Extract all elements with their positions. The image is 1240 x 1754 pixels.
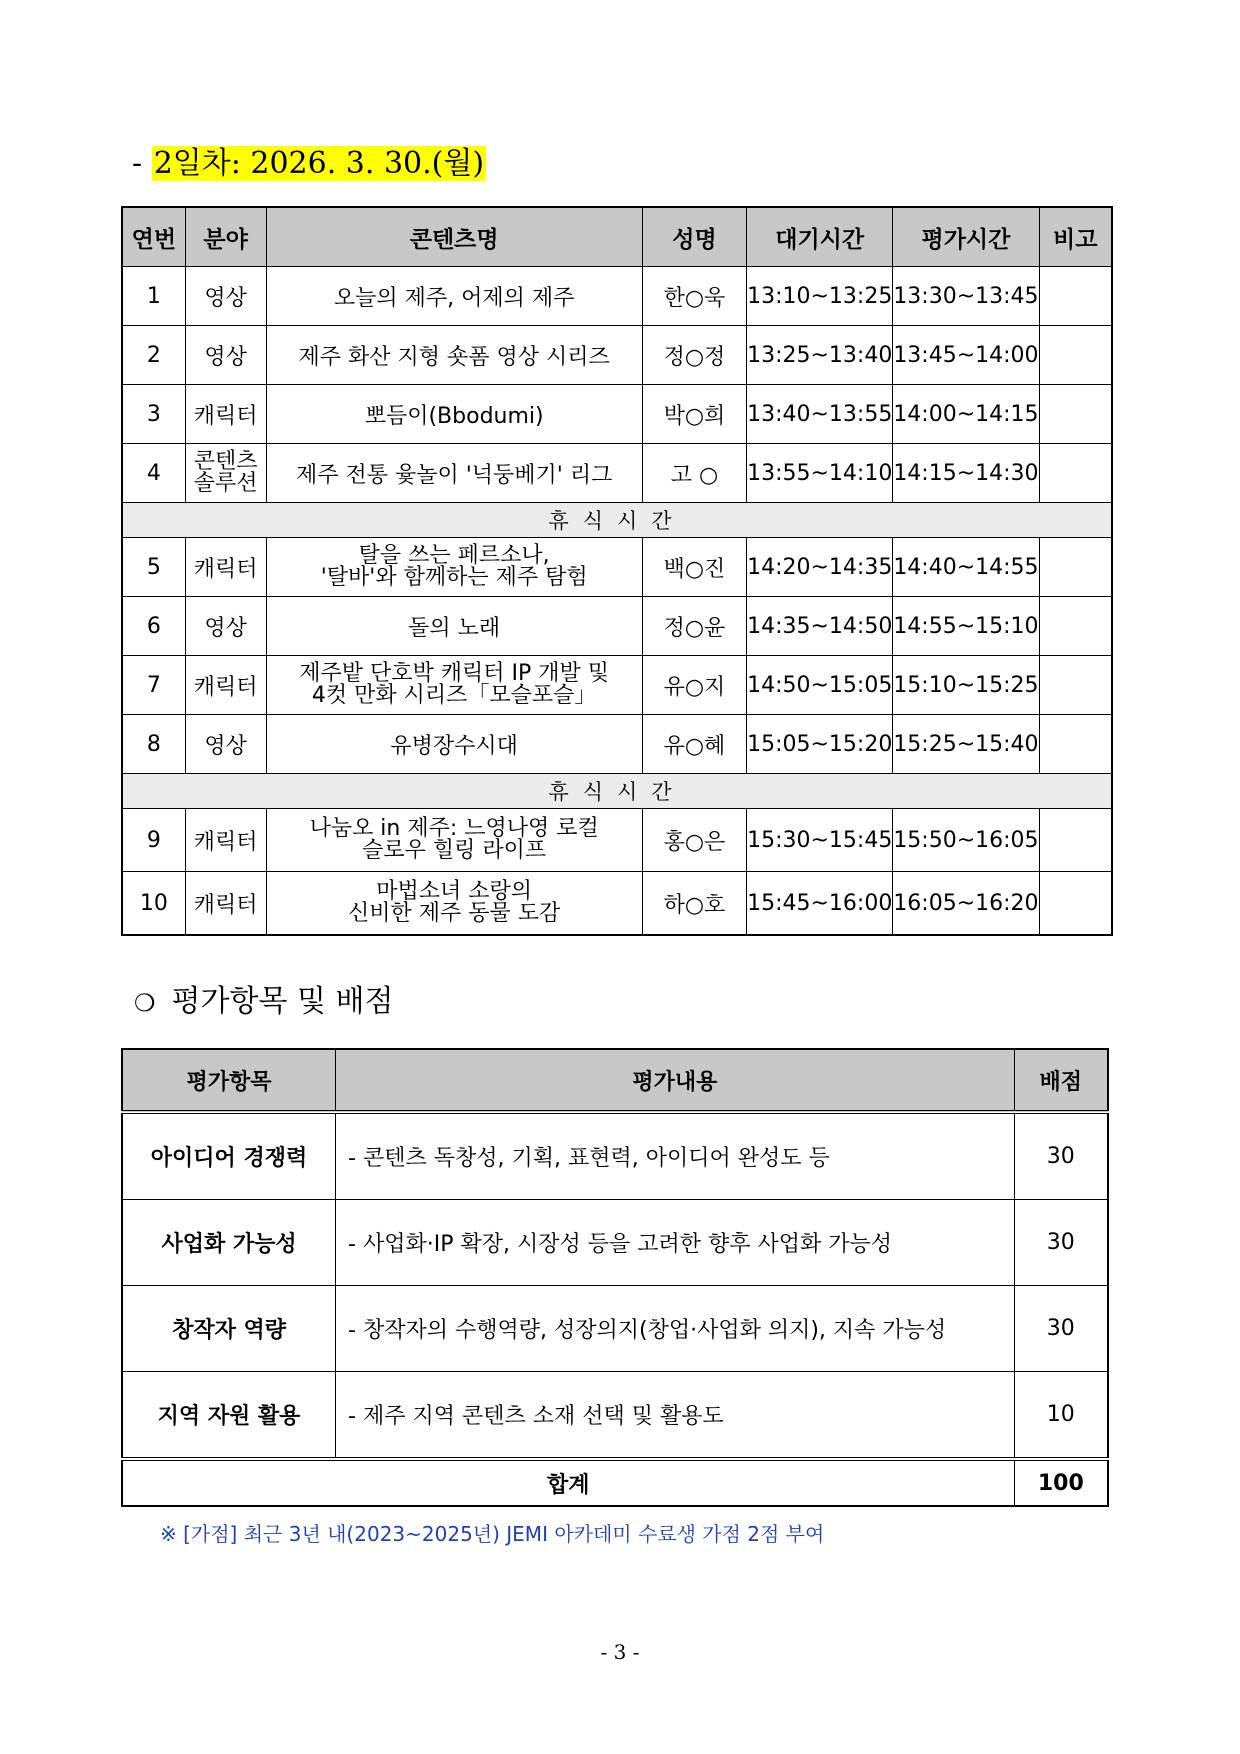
cell-wait: 15:05~15:20 [747, 715, 893, 774]
cell-eval: 13:30~13:45 [893, 267, 1039, 326]
cell-name: 박○희 [642, 385, 746, 444]
cell-no: 3 [122, 385, 185, 444]
heading-dash: - [132, 146, 152, 181]
break-label: 휴식시간 [122, 503, 1112, 538]
cell-content: - 창작자의 수행역량, 성장의지(창업·사업화 의지), 지속 가능성 [336, 1286, 1015, 1372]
eval-heading-text: 평가항목 및 배점 [171, 984, 394, 1019]
cell-score: 30 [1014, 1112, 1108, 1200]
cell-note [1039, 809, 1112, 872]
cell-title: 제주 화산 지형 숏폼 영상 시리즈 [266, 326, 642, 385]
eval-table [121, 1048, 1109, 1507]
cell-eval: 15:25~15:40 [893, 715, 1039, 774]
cell-wait: 15:45~16:00 [747, 872, 893, 936]
cell-title: 오늘의 제주, 어제의 제주 [266, 267, 642, 326]
cell-title: 나눔오 in 제주: 느영나영 로컬 슬로우 힐링 라이프 [266, 809, 642, 872]
table-row [122, 809, 1112, 872]
circle-bullet-icon: ❍ [134, 989, 156, 1017]
page-number: - 3 - [600, 1640, 640, 1664]
cell-score: 30 [1014, 1286, 1108, 1372]
cell-wait: 14:35~14:50 [747, 597, 893, 656]
cell-eval: 15:50~16:05 [893, 809, 1039, 872]
cell-name: 홍○은 [642, 809, 746, 872]
table-row [122, 1112, 1108, 1200]
cell-item: 창작자 역량 [122, 1286, 336, 1372]
cell-field: 캐릭터 [185, 385, 266, 444]
table-row [122, 597, 1112, 656]
cell-name: 백○진 [642, 538, 746, 597]
table-row [122, 1286, 1108, 1372]
cell-title: 돌의 노래 [266, 597, 642, 656]
cell-note [1039, 326, 1112, 385]
total-label: 합계 [122, 1459, 1014, 1506]
cell-note [1039, 538, 1112, 597]
cell-wait: 15:30~15:45 [747, 809, 893, 872]
cell-name: 유○혜 [642, 715, 746, 774]
cell-no: 1 [122, 267, 185, 326]
cell-title: 제주 전통 윷놀이 '넉둥베기' 리그 [266, 444, 642, 503]
cell-name: 유○지 [642, 656, 746, 715]
cell-note [1039, 872, 1112, 936]
cell-eval: 15:10~15:25 [893, 656, 1039, 715]
cell-item: 아이디어 경쟁력 [122, 1112, 336, 1200]
header-wait: 대기시간 [747, 207, 893, 267]
bonus-note: ※ [가점] 최근 3년 내(2023~2025년) JEMI 아카데미 수료생 가점 2점 부여 [160, 1522, 825, 1546]
cell-title: 마법소녀 소랑의 신비한 제주 동물 도감 [266, 872, 642, 936]
break-row [122, 774, 1112, 809]
cell-no: 5 [122, 538, 185, 597]
header-no: 연번 [122, 207, 185, 267]
table-row [122, 872, 1112, 936]
cell-note [1039, 444, 1112, 503]
cell-no: 6 [122, 597, 185, 656]
cell-name: 정○윤 [642, 597, 746, 656]
header-score: 배점 [1014, 1049, 1108, 1112]
table-row [122, 385, 1112, 444]
cell-field: 캐릭터 [185, 656, 266, 715]
cell-wait: 14:20~14:35 [747, 538, 893, 597]
total-row [122, 1459, 1108, 1506]
table-row [122, 715, 1112, 774]
cell-wait: 13:25~13:40 [747, 326, 893, 385]
cell-field: 영상 [185, 715, 266, 774]
cell-wait: 14:50~15:05 [747, 656, 893, 715]
cell-item: 사업화 가능성 [122, 1200, 336, 1286]
cell-item: 지역 자원 활용 [122, 1372, 336, 1460]
cell-eval: 14:40~14:55 [893, 538, 1039, 597]
header-field: 분야 [185, 207, 266, 267]
cell-no: 7 [122, 656, 185, 715]
cell-field: 캐릭터 [185, 809, 266, 872]
header-note: 비고 [1039, 207, 1112, 267]
day-heading [132, 146, 486, 182]
eval-heading [134, 984, 393, 1021]
cell-eval: 13:45~14:00 [893, 326, 1039, 385]
table-row [122, 267, 1112, 326]
cell-name: 고 ○ [642, 444, 746, 503]
cell-field: 영상 [185, 597, 266, 656]
cell-eval: 14:55~15:10 [893, 597, 1039, 656]
cell-no: 10 [122, 872, 185, 936]
cell-field: 캐릭터 [185, 538, 266, 597]
header-eval: 평가시간 [893, 207, 1039, 267]
cell-note [1039, 597, 1112, 656]
cell-field: 콘텐츠 솔루션 [185, 444, 266, 503]
header-title: 콘텐츠명 [266, 207, 642, 267]
cell-no: 8 [122, 715, 185, 774]
cell-wait: 13:40~13:55 [747, 385, 893, 444]
cell-title: 제주밭 단호박 캐릭터 IP 개발 및 4컷 만화 시리즈「모슬포슬」 [266, 656, 642, 715]
cell-title: 뽀듬이(Bbodumi) [266, 385, 642, 444]
break-label: 휴식시간 [122, 774, 1112, 809]
day-heading-highlight: 2일차: 2026. 3. 30.(월) [153, 146, 485, 181]
cell-score: 30 [1014, 1200, 1108, 1286]
eval-header-row [122, 1049, 1108, 1112]
header-content: 평가내용 [336, 1049, 1015, 1112]
cell-name: 하○호 [642, 872, 746, 936]
header-name: 성명 [642, 207, 746, 267]
table-row [122, 1200, 1108, 1286]
cell-content: - 콘텐츠 독창성, 기획, 표현력, 아이디어 완성도 등 [336, 1112, 1015, 1200]
cell-field: 영상 [185, 326, 266, 385]
cell-score: 10 [1014, 1372, 1108, 1460]
total-score: 100 [1014, 1459, 1108, 1506]
break-row [122, 503, 1112, 538]
cell-content: - 사업화·IP 확장, 시장성 등을 고려한 향후 사업화 가능성 [336, 1200, 1015, 1286]
cell-no: 2 [122, 326, 185, 385]
cell-name: 한○욱 [642, 267, 746, 326]
cell-field: 캐릭터 [185, 872, 266, 936]
schedule-header-row [122, 207, 1112, 267]
cell-name: 정○정 [642, 326, 746, 385]
cell-note [1039, 267, 1112, 326]
cell-note [1039, 385, 1112, 444]
cell-eval: 14:00~14:15 [893, 385, 1039, 444]
header-item: 평가항목 [122, 1049, 336, 1112]
cell-content: - 제주 지역 콘텐츠 소재 선택 및 활용도 [336, 1372, 1015, 1460]
cell-no: 4 [122, 444, 185, 503]
table-row [122, 656, 1112, 715]
cell-wait: 13:55~14:10 [747, 444, 893, 503]
schedule-table [121, 206, 1113, 936]
table-row [122, 1372, 1108, 1460]
table-row [122, 326, 1112, 385]
cell-note [1039, 656, 1112, 715]
cell-note [1039, 715, 1112, 774]
cell-title: 유병장수시대 [266, 715, 642, 774]
table-row [122, 444, 1112, 503]
cell-eval: 14:15~14:30 [893, 444, 1039, 503]
cell-eval: 16:05~16:20 [893, 872, 1039, 936]
cell-title: 탈을 쓰는 페르소나, '탈바'와 함께하는 제주 탐험 [266, 538, 642, 597]
table-row [122, 538, 1112, 597]
cell-no: 9 [122, 809, 185, 872]
cell-field: 영상 [185, 267, 266, 326]
cell-wait: 13:10~13:25 [747, 267, 893, 326]
